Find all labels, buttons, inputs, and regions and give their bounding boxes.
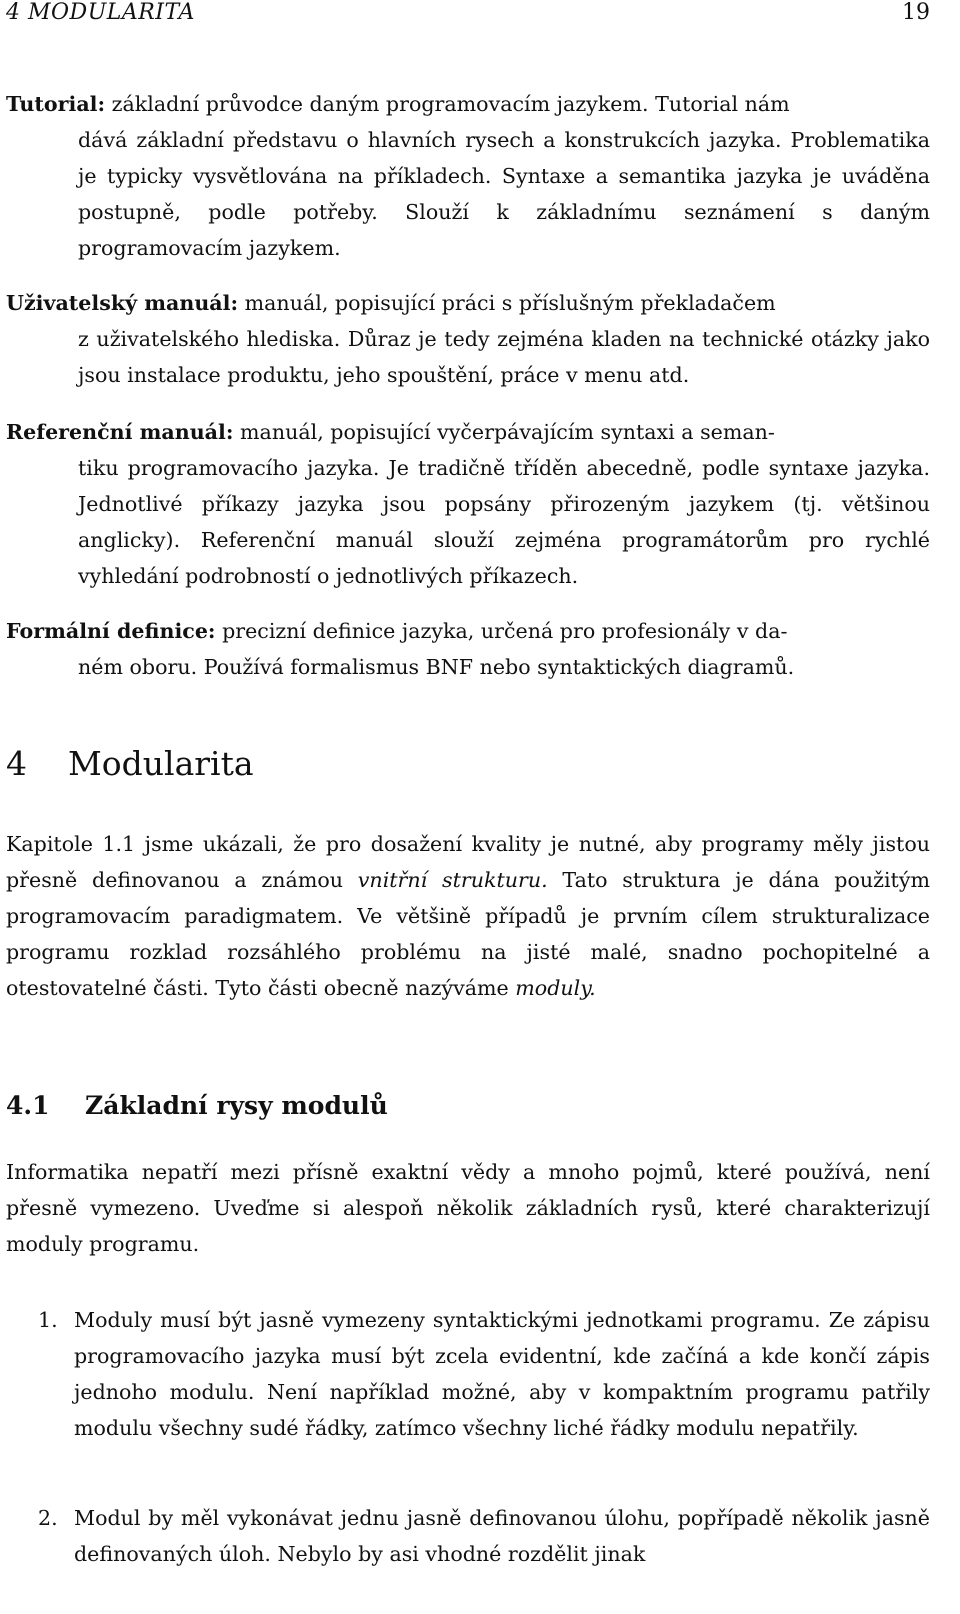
definition-first-line: základní průvodce daným programovacím jazykem. Tutorial nám	[111, 92, 790, 116]
definition-term: Referenční manuál:	[6, 420, 234, 444]
definition-term: Tutorial:	[6, 92, 106, 116]
list-item-text: Modul by měl vykonávat jednu jasně definovanou úlohu, popřípadě několik jasně definovaných úloh. Nebylo by asi vhodné rozdělit jinak	[74, 1506, 930, 1566]
definition-formal	[6, 613, 930, 685]
definition-tutorial	[6, 86, 930, 266]
section-heading	[6, 744, 254, 784]
subsection-heading	[6, 1090, 388, 1122]
running-header-title: 4 MODULARITA	[6, 0, 195, 25]
list-item	[6, 1500, 930, 1572]
emphasis-text: moduly.	[515, 976, 596, 1000]
definition-first-line: precizní definice jazyka, určená pro profesionály v da-	[222, 619, 788, 643]
subsection-intro: Informatika nepatří mezi přísně exaktní vědy a mnoho pojmů, které používá, není přesně vymezeno. Uveďme si alespoň několik základních rysů, které charakterizují moduly programu.	[6, 1160, 930, 1256]
definition-first-line: manuál, popisující vyčerpávajícím syntaxi a seman-	[240, 420, 775, 444]
definition-term: Uživatelský manuál:	[6, 291, 239, 315]
definition-text: ném oboru. Používá formalismus BNF nebo syntaktických diagramů.	[78, 655, 795, 679]
definition-text: dává základní představu o hlavních rysech a konstrukcích jazyka. Problematika je typicky vysvětlována na příkladech. Syntaxe a semantika jazyka je uváděna postupně, podle potřeby. Slouží k základnímu seznámení s daným programovacím jazykem.	[78, 128, 930, 260]
page-number: 19	[902, 0, 930, 25]
definition-term: Formální definice:	[6, 619, 216, 643]
section-title: Modularita	[68, 744, 254, 783]
section-paragraph	[6, 826, 930, 1006]
subsection-number: 4.1	[6, 1091, 50, 1120]
definition-reference-manual	[6, 414, 930, 594]
list-marker: 2.	[38, 1506, 58, 1530]
list-item	[6, 1302, 930, 1446]
definition-text: z uživatelského hlediska. Důraz je tedy zejména kladen na technické otázky jako jsou instalace produktu, jeho spouštění, práce v menu atd.	[78, 327, 930, 387]
list-item-text: Moduly musí být jasně vymezeny syntaktickými jednotkami programu. Ze zápisu programovacího jazyka musí být zcela evidentní, kde začíná a kde končí zápis jednoho modulu. Není například možné, aby v kompaktním programu patřily modulu všechny sudé řádky, zatímco všechny liché řádky modulu nepatřily.	[74, 1308, 930, 1440]
list-marker: 1.	[38, 1308, 58, 1332]
definition-user-manual	[6, 285, 930, 393]
definition-first-line: manuál, popisující práci s příslušným překladačem	[244, 291, 776, 315]
section-number: 4	[6, 744, 27, 783]
paragraph-text: Tato struktura je dána použitým programovacím paradigmatem. Ve většině případů je prvním cílem strukturalizace programu rozklad rozsáhlého problému na jisté malé, snadno pochopitelné a otestovatelné části. Tyto části obecně nazýváme	[6, 868, 930, 1000]
running-header	[6, 0, 930, 26]
definition-text: tiku programovacího jazyka. Je tradičně tříděn abecedně, podle syntaxe jazyka. Jednotlivé příkazy jazyka jsou popsány přirozeným jazykem (tj. většinou anglicky). Referenční manuál slouží zejména programátorům pro rychlé vyhledání podrobností o jednotlivých příkazech.	[78, 456, 930, 588]
paragraph-text: Kapitole 1.1 jsme ukázali, že pro dosažení kvality je nutné, aby programy měly jistou přesně definovanou a známou	[6, 832, 930, 892]
emphasis-text: vnitřní strukturu.	[357, 868, 548, 892]
subsection-title: Základní rysy modulů	[85, 1091, 388, 1120]
